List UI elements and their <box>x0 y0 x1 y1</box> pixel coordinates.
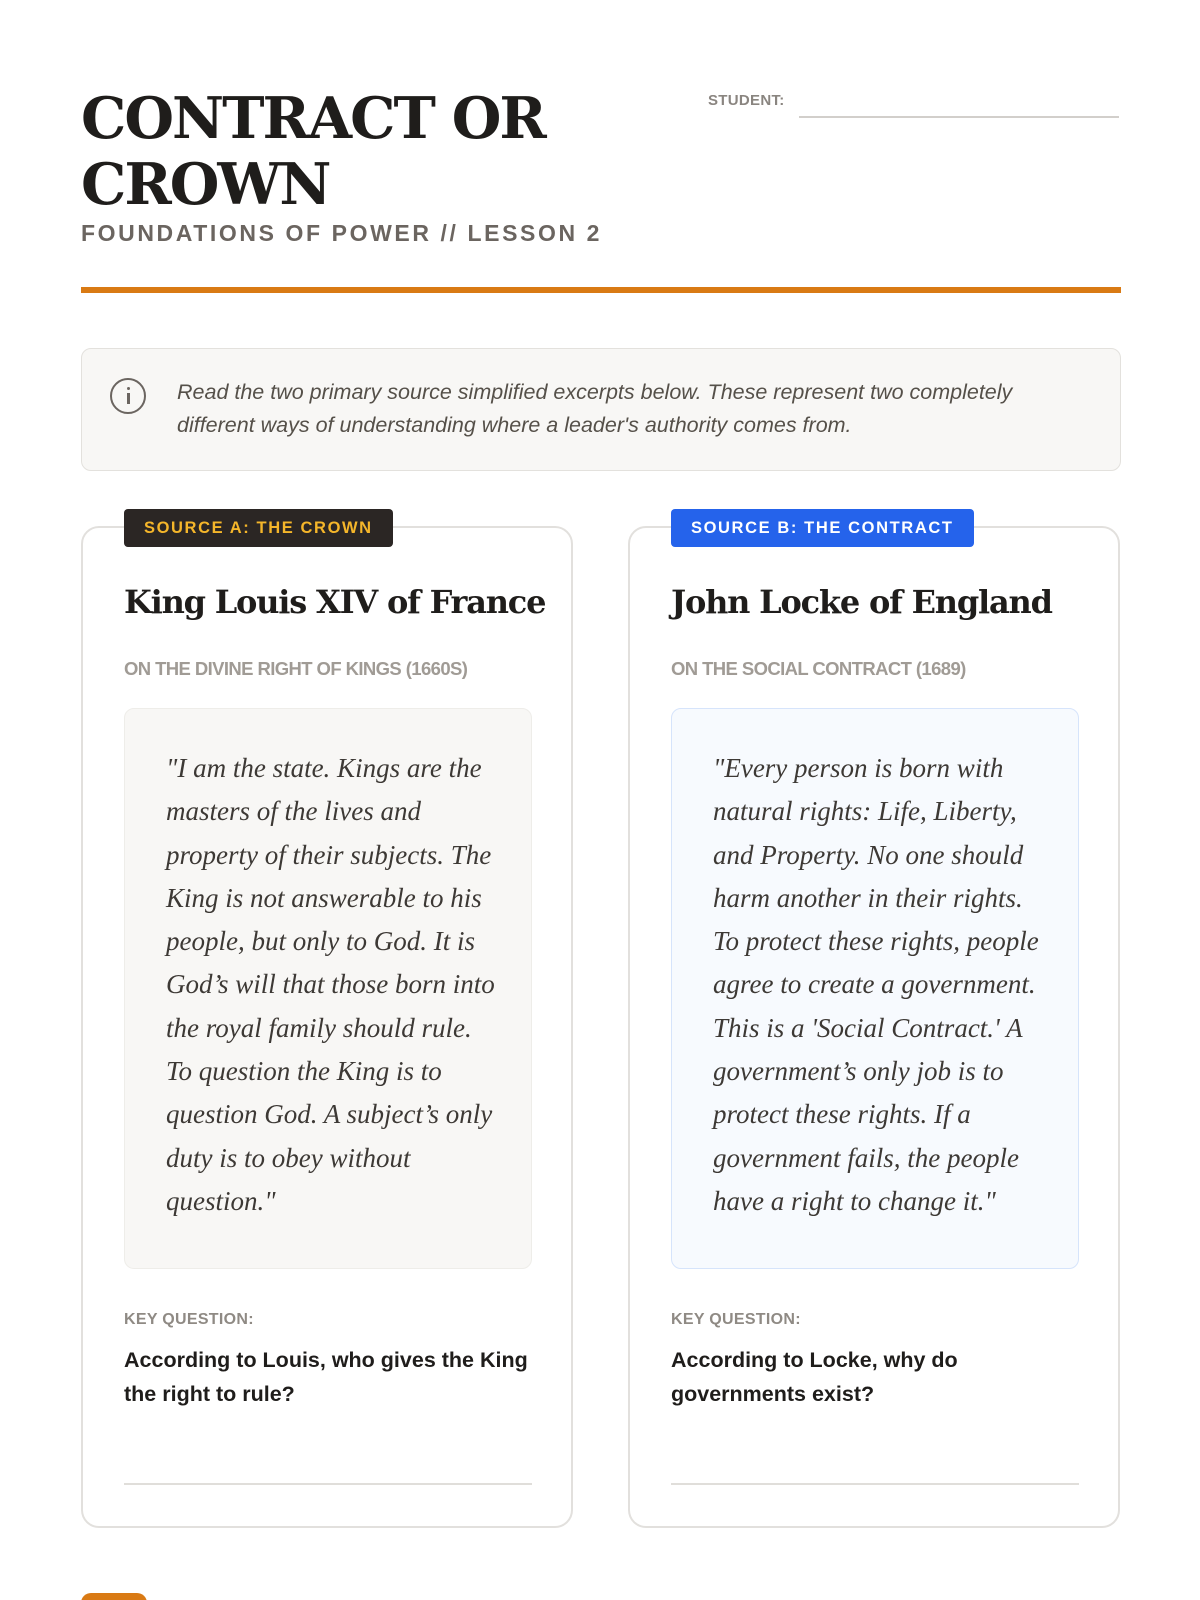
source-subtitle: ON THE DIVINE RIGHT OF KINGS (1660S) <box>124 658 468 679</box>
lesson-subtitle: FOUNDATIONS OF POWER // LESSON 2 <box>81 220 603 246</box>
key-question-text: According to Louis, who gives the King the right to rule? <box>124 1348 528 1406</box>
source-card-contract <box>628 519 1120 1528</box>
key-question-text: According to Locke, why do governments exist? <box>671 1348 958 1406</box>
instructions-box <box>81 348 1121 471</box>
source-title: King Louis XIV of France <box>124 583 546 621</box>
next-section-tab <box>81 1593 147 1600</box>
quote-box <box>671 708 1079 1269</box>
page-title: CONTRACT OR CROWN <box>81 85 545 218</box>
student-label: STUDENT: <box>708 92 785 109</box>
student-name-line[interactable] <box>799 116 1119 118</box>
source-quote: "Every person is born with natural rights: Life, Liberty, and Property. No one should harm another in their rights. To protect these rights, people agree to create a government. This is a 'Social Contract.' A government’s only job is to protect these rights. If a government fails, the people have a right to change it." <box>713 753 1039 1216</box>
source-card-crown <box>81 519 573 1528</box>
source-tag: SOURCE B: THE CONTRACT <box>671 509 974 547</box>
header-divider <box>81 287 1121 293</box>
source-title: John Locke of England <box>671 583 1052 621</box>
source-tag: SOURCE A: THE CROWN <box>124 509 393 547</box>
quote-box <box>124 708 532 1269</box>
source-subtitle: ON THE SOCIAL CONTRACT (1689) <box>671 658 966 679</box>
answer-line[interactable] <box>671 1483 1079 1485</box>
key-question-label: KEY QUESTION: <box>671 1311 801 1328</box>
instructions-text: Read the two primary source simplified excerpts below. These represent two completely different ways of understanding where a leader's authority comes from. <box>177 380 1013 437</box>
answer-line[interactable] <box>124 1483 532 1485</box>
student-name-field <box>708 92 1119 109</box>
source-quote: "I am the state. Kings are the masters of the lives and property of their subjects. The King is not answerable to his people, but only to God. It is God’s will that those born into the royal family should rule. To question the King is to question God. A subject’s only duty is to obey without question." <box>166 753 495 1216</box>
key-question-label: KEY QUESTION: <box>124 1311 254 1328</box>
worksheet-header <box>81 86 1121 247</box>
info-icon <box>110 378 146 414</box>
